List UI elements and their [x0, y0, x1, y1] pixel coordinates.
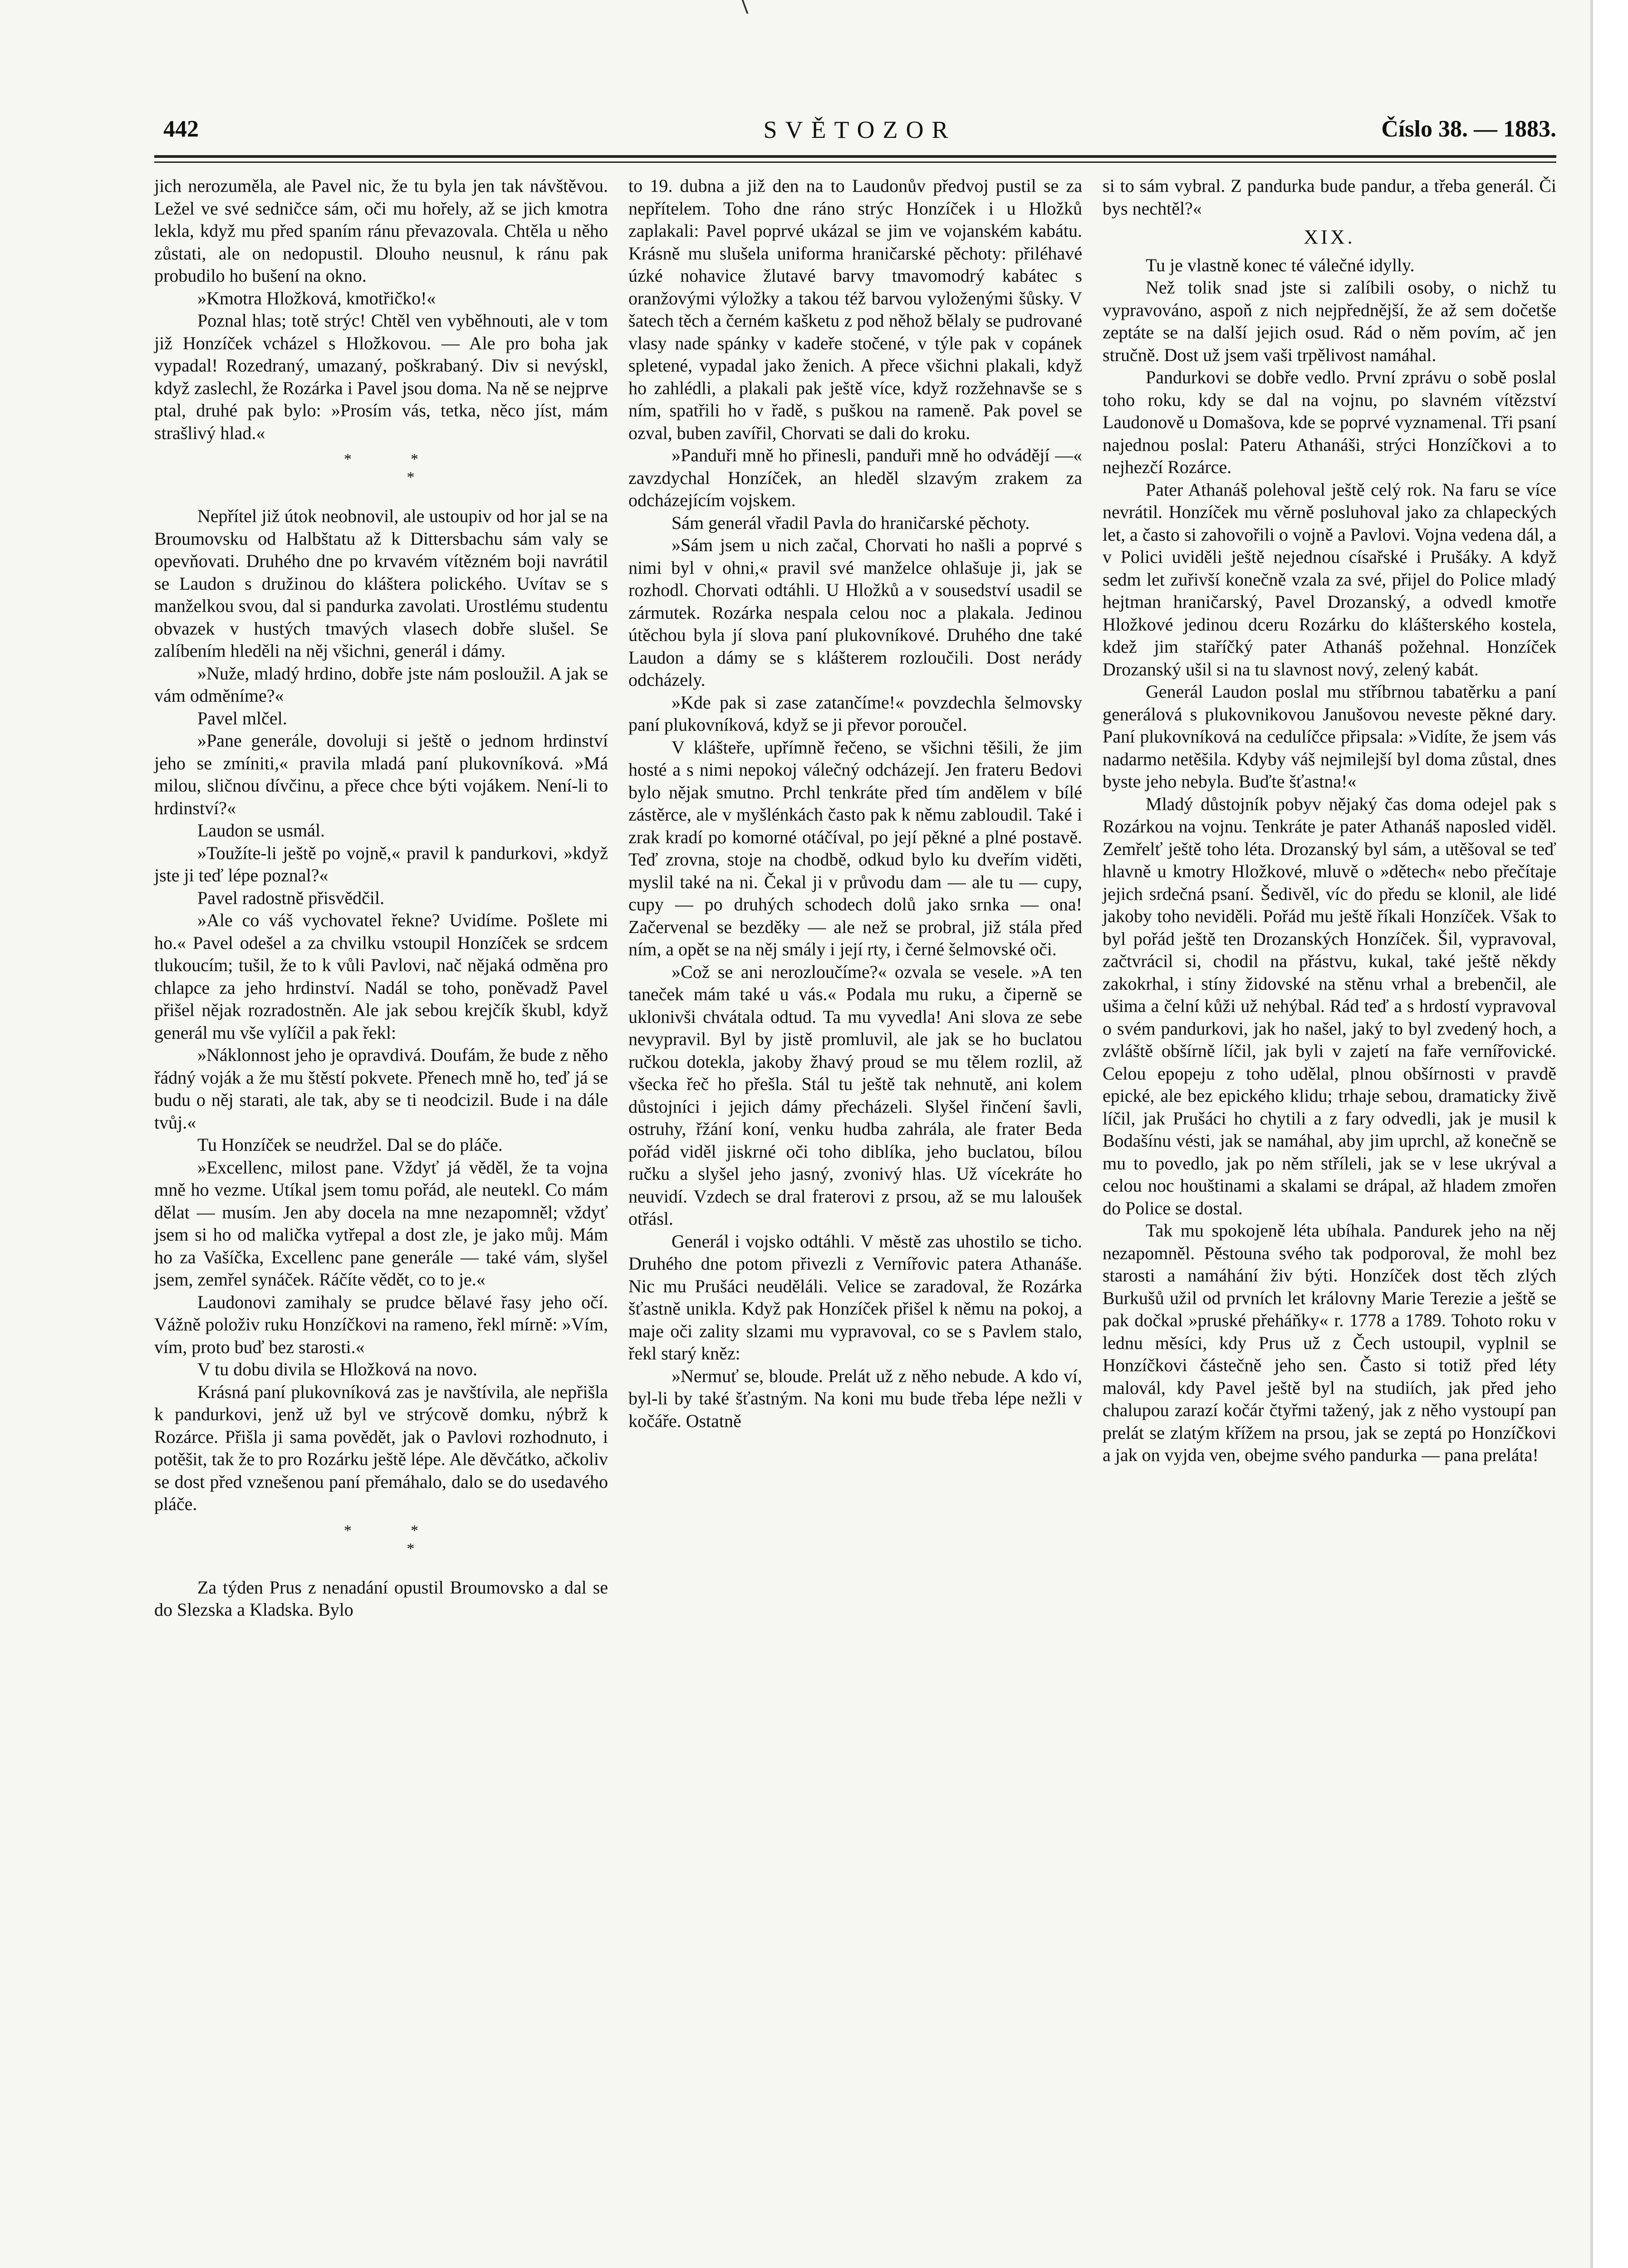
chapter-heading: XIX. — [1304, 226, 1355, 248]
paragraph: Pandurkovi se dobře vedlo. První zprávu o sobě poslal toho roku, kdy se dal na vojnu, po slavném vítězství Laudonově u Domašova, kde se poprvé vyznamenal. Tři psaní najednou poslal: Pateru Athanáši, strýci Honzíčkovi a to nejhezčí Rozárce. — [1103, 367, 1556, 477]
paragraph: »Pane generále, dovoluji si ještě o jednom hrdinství jeho se zmíniti,« pravila mladá paní plukovníková. »Má milou, sličnou dívčinu, a přece chce býti vojákem. Není-li to hrdinství?« — [154, 730, 608, 818]
paragraph: jich nerozuměla, ale Pavel nic, že tu byla jen tak návštěvou. Ležel ve své sedničce sám, oči mu hořely, až se jich kmotra lekla, když mu před spaním ránu převazovala. Chtěla u něho zůstati, ale on nedopustil. Dlouho neusnul, k ránu pak probudilo ho bušení na okno. — [154, 176, 608, 286]
paragraph: Pavel mlčel. — [197, 708, 287, 728]
paragraph: »Ale co váš vychovatel řekne? Uvidíme. Pošlete mi ho.« Pavel odešel a za chvilku vstoupil Honzíček se srdcem tlukoucím; tušil, že to k vůli Pavlovi, nač nějaká odměna pro chlapce za jeho hrdinství. Nadál se toho, poněvadž Pavel přišel nějak rozradostněn. Ale jak sebou krejčík škubl, když generál mu vše vylíčil a pak řekl: — [154, 910, 608, 1043]
text-column-3 — [1103, 175, 1556, 1466]
paragraph: Laudonovi zamihaly se prudce bělavé řasy jeho očí. Vážně položiv ruku Honzíčkovi na rameno, řekl mírně: »Vím, vím, proto buď bez starosti.« — [154, 1291, 608, 1357]
paragraph: Tu Honzíček se neudržel. Dal se do pláče. — [197, 1134, 503, 1155]
paragraph: »Náklonnost jeho je opravdivá. Doufám, že bude z něho řádný voják a že mu štěstí pokvete. Přenech mně ho, teď já se budu o něj starati, ale tak, aby se ti neodcizil. Bude i na dále tvůj.« — [154, 1045, 608, 1133]
paragraph: »Kde pak si zase zatančíme!« povzdechla šelmovsky paní plukovníková, když se ji převor poroučel. — [628, 692, 1082, 735]
paragraph: Krásná paní plukovníková zas je navštívila, ale nepřišla k pandurkovi, jenž už byl ve strýcově domku, nýbrž k Rozárce. Přišla ji sama povědět, jak o Pavlovi rozhodnuto, i potěšit, tak že to pro Rozárku ještě lépe. Ale děvčátko, ačkoliv se dost před vznešenou paní přemáhalo, dalo se do usedavého pláče. — [154, 1381, 608, 1514]
paragraph: »Toužíte-li ještě po vojně,« pravil k pandurkovi, »když jste ji teď lépe poznal?« — [154, 842, 608, 885]
paragraph: V klášteře, upřímně řečeno, se všichni těšili, že jim hosté a s nimi nepokoj válečný odcházejí. Jen frateru Bedovi bylo nějak smutno. Prchl tenkráte před tím andělem v bílé zástěrce, ale v myšlénkách často pak k němu zabloudil. Také i zrak kradí po komorné otáčíval, po její pěkné a plné postavě. Teď zrovna, stoje na chodbě, odkud bylo ku dveřím viděti, myslil také na ni. Čekal ji v průvodu dam — ale tu — cupy, cupy — po druhých schodech dolů jako srnka — ona! Začervenal se bezděky — ale než se probral, již stála před ním, a opět se na něj smály i její rty, i černé šelmovské oči. — [628, 737, 1082, 959]
paragraph: Laudon se usmál. — [197, 820, 325, 841]
paragraph: »Nuže, mladý hrdino, dobře jste nám posloužil. A jak se vám odměníme?« — [154, 663, 608, 706]
paragraph: Pavel radostně přisvědčil. — [197, 887, 385, 908]
paragraph: Tu je vlastně konec té válečné idylly. — [1146, 254, 1415, 275]
paragraph: Generál Laudon poslal mu stříbrnou tabatěrku a paní generálová s plukovnikovou Janušovou neveste pěkné dary. Paní plukovníková na cedulíčce připsala: »Vidíte, že jsem vás nadarmo netěšila. Kdyby váš nejmilejší byl doma zůstal, dnes byste jeho nebyla. Buďte šťastna!« — [1103, 681, 1556, 792]
paragraph: to 19. dubna a již den na to Laudonův předvoj pustil se za nepřítelem. Toho dne ráno strýc Honzíček i u Hložků zaplakali: Pavel poprvé ukázal se jim ve vojanském kabátu. Krásně mu slušela uniforma hraničarské pěchoty: přiléhavé úzké nohavice žlutavé barvy tmavomodrý kabátec s oranžovými výložky a takou též barvou vyloženými šůsky. V šatech těch a černém kašketu z pod něhož bělaly se pudrované vlasy nade spánky v kadeře stočené, v týle pak v copánek spletené, vypadal jako ženich. A přece všichni plakali, když ho zahlédli, a plakali pak ještě více, když rozžehnavše se s ním, spatřili ho v řadě, s puškou na rameně. Pak povel se ozval, buben zavířil, Chorvati se dali do kroku. — [628, 176, 1082, 443]
page-edge — [1590, 0, 1628, 2268]
header-rule-thin — [154, 161, 1556, 163]
section-separator: ** * — [344, 1522, 477, 1557]
issue-info: Číslo 38. — 1883. — [1381, 116, 1556, 142]
section-separator: ** * — [344, 451, 477, 486]
scan-mark — [742, 0, 767, 14]
text-column-1 — [154, 175, 608, 1621]
paragraph: Než tolik snad jste si zalíbili osoby, o nichž tu vypravováno, aspoň z nich nejpřednější, že až sem dočetše zeptáte se na další jejich osud. Rád o něm povím, ač jen stručně. Dost už jsem vaši trpělivost namáhal. — [1103, 277, 1556, 365]
paragraph: Poznal hlas; totě strýc! Chtěl ven vyběhnouti, ale v tom již Honzíček vcházel s Hložkovou. — Ale pro boha jak vypadal! Rozedraný, umazaný, poškrabaný. Div si nevýskl, když zaslechl, že Rozárka i Pavel jsou doma. Na ně se nejprve ptal, druhé pak bylo: »Prosím vás, tetka, něco jíst, mám strašlivý hlad.« — [154, 310, 608, 443]
paragraph: »Sám jsem u nich začal, Chorvati ho našli a poprvé s nimi byl v ohni,« pravil své manželce ohlašuje ji, jak se rozhodl. Chorvati odtáhli. U Hložků a v sousedství usadil se zármutek. Rozárka nespala celou noc a plakala. Jedinou útěchou byla jí slova paní plukovníkové. Druhého dne také Laudon a dámy se s klášterem rozloučili. Dost nerády odcházely. — [628, 535, 1082, 690]
paragraph: Za týden Prus z nenadání opustil Broumovsko a dal se do Slezska a Kladska. Bylo — [154, 1577, 608, 1620]
paragraph: Pater Athanáš polehoval ještě celý rok. Na faru se více nevrátil. Honzíček mu věrně posluhoval jako za chlapeckých let, a často si zahovořili o vojně a Pavlovi. Vojna vedena dál, a v Polici uviděli ještě nejednou císařské i Prušáky. A když sedm let zuřivší konečně vzala za své, přijel do Police mladý hejtman hraničarský, Pavel Drozanský, a odvedl kmotře Hložkové jedinou dceru Rozárku do klášterského kostela, kdež jim staříčký pater Athanáš požehnal. Honzíček Drozanský ušil si na tu slavnost nový, zelený kabát. — [1103, 479, 1556, 679]
paragraph: Generál i vojsko odtáhli. V městě zas uhostilo se ticho. Druhého dne potom přivezli z Vernířovic patera Athanáše. Nic mu Prušáci neuděláli. Velice se zaradoval, že Rozárka šťastně unikla. Když pak Honzíček přišel k němu na pokoj, a maje oči zality slzami mu vypravoval, co se s Pavlem stalo, řekl starý kněz: — [628, 1231, 1082, 1364]
paragraph: Nepřítel již útok neobnovil, ale ustoupiv od hor jal se na Broumovsku od Halbštatu až k Dittersbachu sám valy se opevňovati. Druhého dne po krvavém vítězném boji navrátil se Laudon s družinou do kláštera polického. Uvítav se s manželkou svou, dal si pandurka zavolati. Urostlému studentu obvazek v hustých tmavých vlasech dobře slušel. Se zalíbením hleděli na něj všichni, generál i dámy. — [154, 506, 608, 661]
paragraph: »Excellenc, milost pane. Vždyť já věděl, že ta vojna mně ho vezme. Utíkal jsem tomu pořád, ale neutekl. Co mám dělat — musím. Jen aby docela na mne nezapomněl; vždyť jsem si ho od malička vytřepal a dost zle, je jako můj. Mám ho za Vašíčka, Excellenc pane generále — také vám, slyšel jsem, zemřel synáček. Ráčíte vědět, co to je.« — [154, 1157, 608, 1290]
paragraph: Sám generál vřadil Pavla do hraničarské pěchoty. — [672, 512, 1030, 533]
text-column-2 — [628, 175, 1082, 1432]
page-header — [163, 116, 1556, 152]
journal-title: SVĚTOZOR — [763, 116, 956, 143]
paragraph: »Panduři mně ho přinesli, panduři mně ho odvádějí —« zavzdychal Honzíček, an hleděl slzavým zrakem za odcházejícím vojskem. — [628, 445, 1082, 510]
header-rule — [154, 155, 1556, 158]
paragraph: »Nermuť se, bloude. Prelát už z něho nebude. A kdo ví, byl-li by také šťastným. Na koni mu bude třeba lépe nežli v kočáře. Ostatně — [628, 1365, 1082, 1431]
paragraph: »Což se ani nerozloučíme?« ozvala se vesele. »A ten taneček mám také u vás.« Podala mu ruku, a čiperně se uklonivši chvátala odtud. Ta mu vyvedla! Ani slova ze sebe nevypravil. Byl by jistě promluvil, ale jak se ho buclatou ručkou dotekla, jakoby žhavý proud se mu tělem rozlil, až všecka řeč ho přešla. Stál tu ještě tak nehnutě, ani kolem důstojníci i jejich dámy přecházeli. Slyšel řinčení šavli, ostruhy, řžání koní, venku hudba zahrála, ale frater Beda pořád viděl jiskrné oči toho diblíka, jeho buclatou, bílou ručku a slyšel jeho jasný, zvonivý hlas. Už vícekráte ho neuvidí. Vzdech se dral fraterovi z prsou, až se mu laloušek otřásl. — [628, 961, 1082, 1229]
page-number: 442 — [163, 116, 199, 142]
paragraph: Tak mu spokojeně léta ubíhala. Pandurek jeho na něj nezapomněl. Pěstouna svého tak podporoval, že mohl bez starosti a namáhání živ býti. Honzíček dost těch zlých Burkušů užil od prvních let královny Marie Terezie a ještě se pak dočkal »pruské přeháňky« r. 1778 a 1789. Tohoto roku v lednu měsíci, kdy Prus už z Čech ustoupil, vyplnil se Honzíčkovi částečně jeho sen. Často si totiž před léty malovál, kdy Pavel ještě byl na studiích, jak před jeho chalupou zarazí kočár čtyřmi tažený, jak z něho vystoupí pan prelát se zlatým křížem na prsou, jak se zeptá po Honzíčkovi a jak on vyjda ven, obejme svého pandurka — pana preláta! — [1103, 1220, 1556, 1465]
paragraph: »Kmotra Hložková, kmotřičko!« — [197, 288, 436, 308]
paragraph: Mladý důstojník pobyv nějaký čas doma odejel pak s Rozárkou na vojnu. Tenkráte je pater Athanáš naposled viděl. Zemřelť ještě toho léta. Drozanský byl sám, a utěšoval se teď hlavně u kmotry Hložkové, mluvě o »dětech« nebo přečítaje jejich srdečná psaní. Šedivěl, víc do předu se klonil, ale lidé jakoby toho neviděli. Pořád mu ještě říkali Honzíček. Však to byl pořád ještě ten Drozanských Honzíček. Šil, vypravoval, začtvrácil si, chodil na přástvu, kukal, také ještě někdy zakokrhal, i stíny židovské na stěnu vrhal a brebenčil, ale ušima a čelní kůži už nehýbal. Rád teď a s hrdostí vypravoval o svém pandurkovi, jak ho našel, jaký to byl zvedený hoch, a zvláště obšírně líčil, jak byli v zajetí na faře vernířovické. Celou epopeju z toho udělal, plnou obšírnosti v pravdě epické, ale bez epického klidu; trhaje sebou, dramaticky živě líčil, jak Prušáci ho chytili a z fary odvedli, jak je musil k Bodašínu vésti, jak se namáhal, aby jim uprchl, až konečně se mu to povedlo, jak po něm stříleli, jak se v lese ukrýval a celou noc houštinami a skalami se drápal, až hladem zmořen do Police se dostal. — [1103, 793, 1556, 1218]
paragraph: V tu dobu divila se Hložková na novo. — [197, 1359, 477, 1379]
paragraph: si to sám vybral. Z pandurka bude pandur, a třeba generál. Či bys nechtěl?« — [1103, 176, 1556, 219]
